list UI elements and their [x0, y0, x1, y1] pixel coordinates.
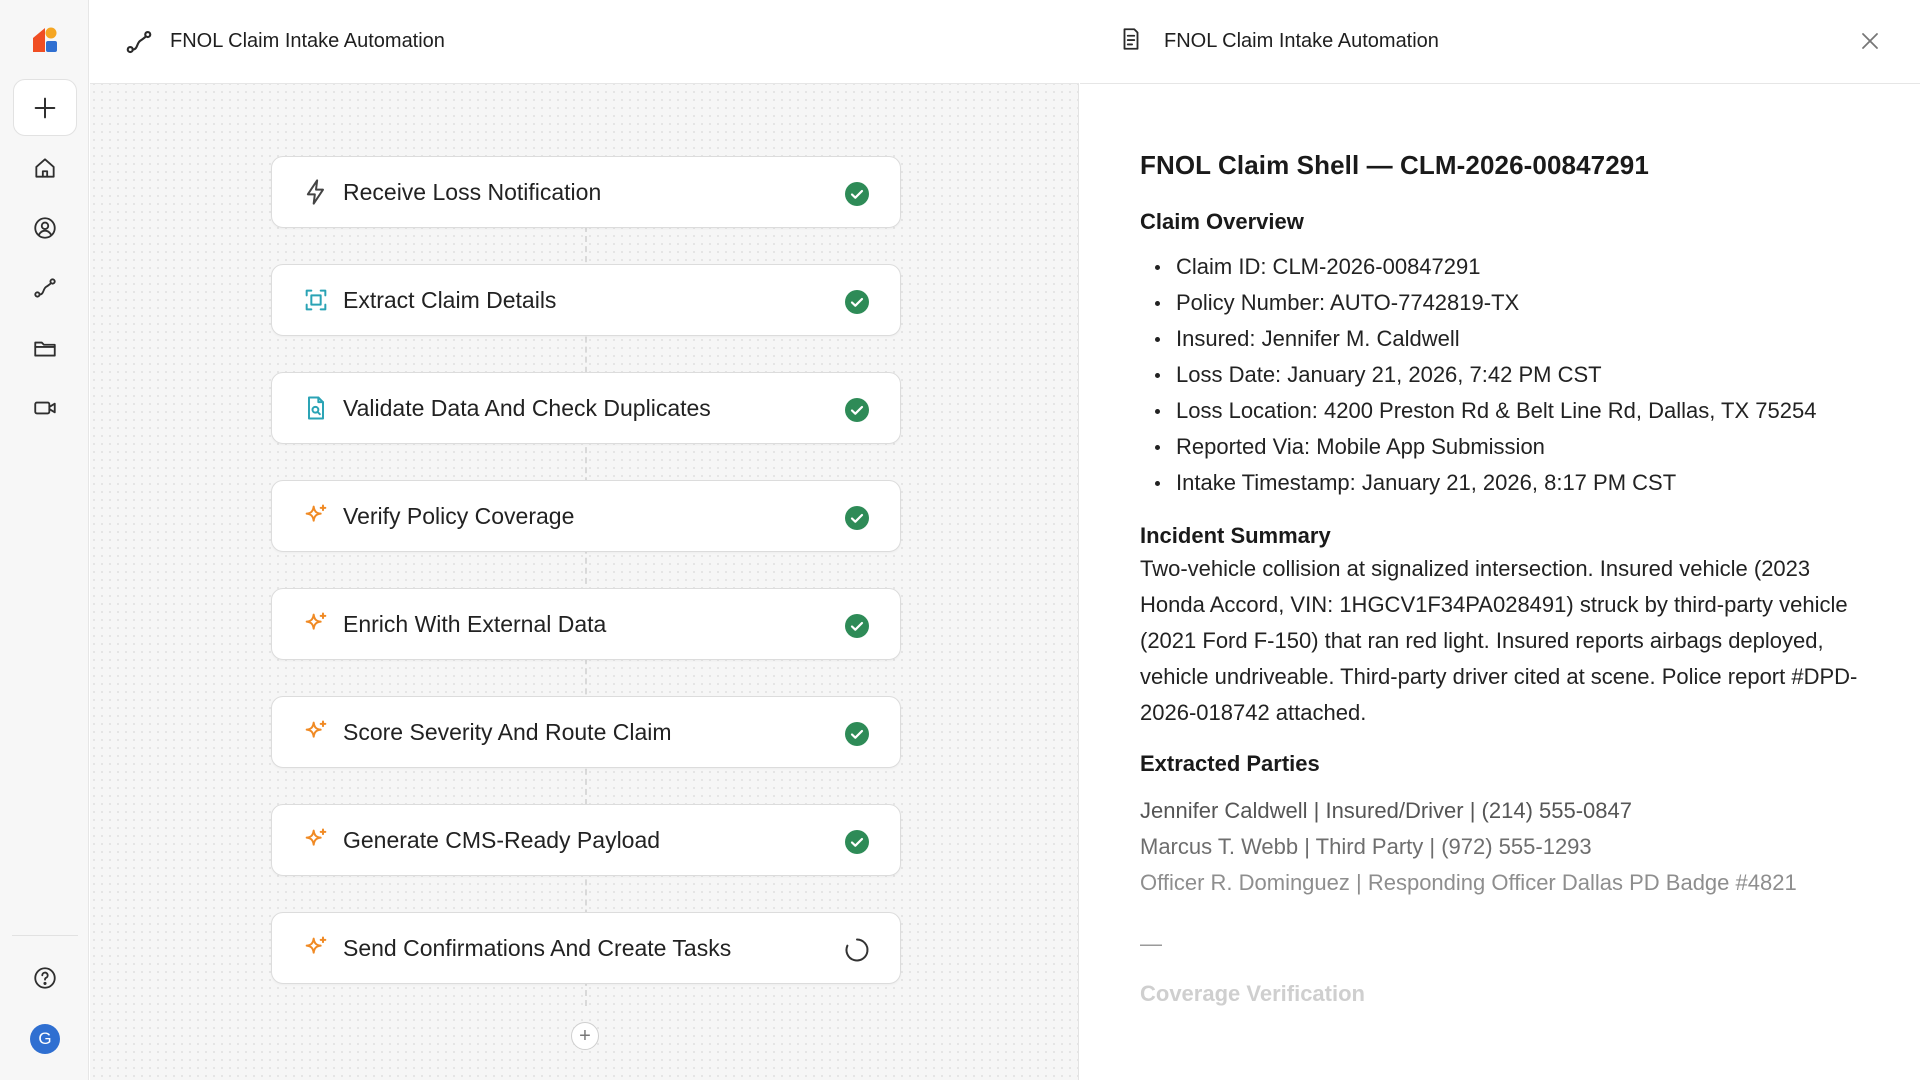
avatar[interactable]: G	[30, 1024, 60, 1054]
list-item: Loss Location: 4200 Preston Rd & Belt Line Rd, Dallas, TX 75254	[1140, 393, 1880, 429]
step-label: Score Severity And Route Claim	[343, 718, 672, 745]
close-icon	[1858, 29, 1882, 53]
step-label: Generate CMS-Ready Payload	[343, 826, 661, 853]
claim-document	[1140, 150, 1880, 1007]
recordings-button[interactable]	[26, 389, 64, 427]
add-step-button[interactable]: +	[571, 1022, 599, 1050]
workflows-button[interactable]	[26, 269, 64, 307]
video-camera-icon	[32, 395, 58, 421]
canvas-header	[90, 0, 1079, 84]
list-item: Loss Date: January 21, 2026, 7:42 PM CST	[1140, 357, 1880, 393]
list-item: Insured: Jennifer M. Caldwell	[1140, 321, 1880, 357]
section-heading: Claim Overview	[1140, 209, 1304, 234]
section-heading: Extracted Parties	[1140, 751, 1320, 776]
workflow-route-icon	[124, 27, 154, 57]
check-circle-icon	[844, 181, 870, 207]
app-logo[interactable]	[29, 24, 61, 56]
list-item: Intake Timestamp: January 21, 2026, 8:17 PM CST	[1140, 465, 1880, 501]
check-circle-icon	[844, 505, 870, 531]
list-item: Policy Number: AUTO-7742819-TX	[1140, 285, 1880, 321]
home-icon	[32, 155, 58, 181]
panel-title: FNOL Claim Intake Automation	[1164, 30, 1439, 52]
party-entry: Marcus T. Webb | Third Party | (972) 555-1293	[1140, 834, 1592, 859]
files-button[interactable]	[26, 329, 64, 367]
step-label: Validate Data And Check Duplicates	[343, 394, 711, 421]
document-search-icon	[302, 394, 330, 422]
close-button[interactable]	[1858, 29, 1882, 53]
left-rail	[0, 0, 89, 1080]
step-label: Enrich With External Data	[343, 610, 607, 637]
workflow-title: FNOL Claim Intake Automation	[170, 30, 445, 52]
sparkle-icon	[302, 934, 330, 962]
sparkle-icon	[302, 502, 330, 530]
list-item: Claim ID: CLM-2026-00847291	[1140, 249, 1880, 285]
panel-header	[1080, 0, 1920, 84]
parties-list	[1140, 793, 1880, 901]
check-circle-icon	[844, 829, 870, 855]
step-label: Extract Claim Details	[343, 286, 557, 313]
section-heading: Coverage Verification	[1140, 981, 1365, 1006]
plus-icon	[31, 94, 59, 122]
check-circle-icon	[844, 289, 870, 315]
document-title: FNOL Claim Shell — CLM-2026-00847291	[1140, 150, 1649, 180]
document-icon	[1118, 26, 1144, 57]
workflow-step[interactable]	[271, 372, 901, 444]
sparkle-icon	[302, 826, 330, 854]
help-icon	[32, 965, 58, 991]
new-workflow-button[interactable]	[13, 79, 77, 136]
workflow-step[interactable]	[271, 156, 901, 228]
check-circle-icon	[844, 721, 870, 747]
check-circle-icon	[844, 613, 870, 639]
workflow-step[interactable]	[271, 804, 901, 876]
section-separator: —	[1140, 931, 1162, 956]
party-entry: Jennifer Caldwell | Insured/Driver | (214) 555-0847	[1140, 798, 1633, 823]
workflow-route-icon	[32, 275, 58, 301]
step-label: Receive Loss Notification	[343, 178, 602, 205]
incident-summary: Two-vehicle collision at signalized intersection. Insured vehicle (2023 Honda Accord, VIN: 1HGCV1F34PA028491) struck by third-party vehicle (2021 Ford F-150) that ran red light. Insured reports airbags deployed, vehicle undriveable. Third-party driver cited at scene. Police report #DPD-2026-018742 attached.	[1140, 556, 1858, 725]
detail-panel	[1080, 0, 1920, 1080]
workflow-step[interactable]	[271, 480, 901, 552]
workflow-canvas	[90, 0, 1079, 1080]
folder-icon	[32, 335, 58, 361]
check-circle-icon	[844, 397, 870, 423]
home-button[interactable]	[26, 149, 64, 187]
section-heading: Incident Summary	[1140, 523, 1331, 548]
workflow-step[interactable]	[271, 588, 901, 660]
bolt-icon	[302, 178, 330, 206]
rail-divider	[12, 935, 78, 936]
scan-icon	[302, 286, 330, 314]
workflow-step[interactable]	[271, 264, 901, 336]
sparkle-icon	[302, 610, 330, 638]
sparkle-icon	[302, 718, 330, 746]
user-circle-icon	[32, 215, 58, 241]
list-item: Reported Via: Mobile App Submission	[1140, 429, 1880, 465]
help-button[interactable]	[26, 959, 64, 997]
step-label: Verify Policy Coverage	[343, 502, 575, 529]
workflow-step[interactable]	[271, 912, 901, 984]
workflow-step[interactable]	[271, 696, 901, 768]
party-entry: Officer R. Dominguez | Responding Officer Dallas PD Badge #4821	[1140, 870, 1797, 895]
profile-button[interactable]	[26, 209, 64, 247]
step-label: Send Confirmations And Create Tasks	[343, 934, 732, 961]
claim-overview-list	[1140, 249, 1880, 501]
loading-spinner-icon	[844, 937, 870, 963]
